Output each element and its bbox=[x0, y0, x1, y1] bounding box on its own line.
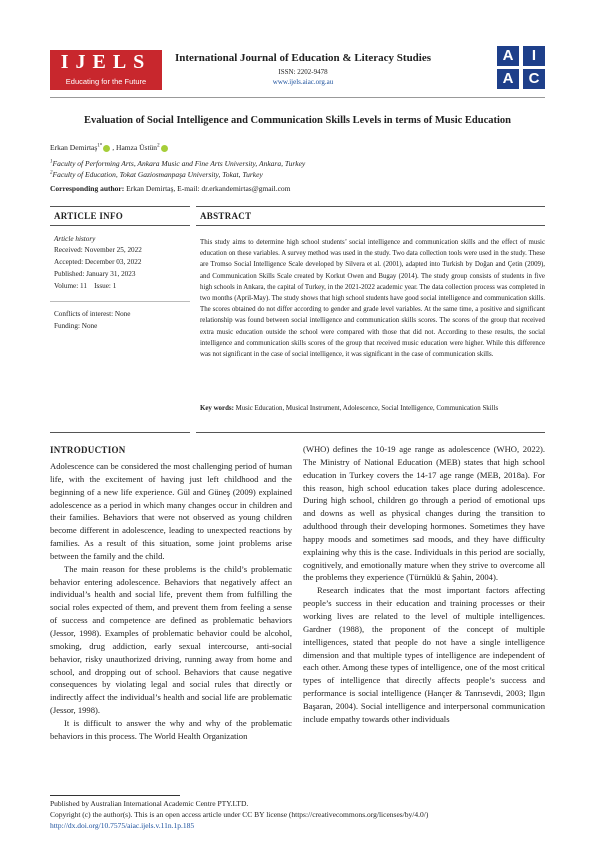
intro-paragraph-1: Adolescence can be considered the most challenging period of human life, with the excitement of having just left childhood and the beginning of a new life experience. Gül and Güneş (2009) explained adolescence as a period in which many changes occur in children and their families. Behaviors that were not observed as young children become different in adolescence, leading to unexpected reactions by families. As a result of this situation, some joint problems arise between the family and the child. bbox=[50, 461, 292, 561]
copyright-note: Copyright (c) the author(s). This is an open access article under CC BY license (https://creativecommons.org/licenses/by/4.0/) bbox=[50, 810, 429, 819]
keywords-label: Key words: bbox=[200, 405, 234, 412]
affiliation-2-sup: 2 bbox=[50, 170, 53, 176]
article-info-rule-bottom bbox=[50, 432, 190, 433]
affiliation-2 bbox=[50, 170, 263, 179]
abstract-rule-mid bbox=[196, 225, 545, 226]
author-2-sup: 2 bbox=[157, 143, 160, 149]
affiliation-2-text: Faculty of Education, Tokat Gaziosmanpaşa University, Tokat, Turkey bbox=[52, 170, 263, 179]
intro-paragraph-4: (WHO) defines the 10-19 age range as adolescence (WHO, 2022). The Ministry of National Education (MEB) states that high school education in Turkey covers the 14-17 age range (MEB, 2018a). For this reason, high school education takes place during adolescence. During high school, children go through a period of emotional ups and downs as well as physical changes during the transition to adulthood through their developing hormones. Sometimes they have happy moods and sometimes sad moods, and they have difficulty explaining why this is the case. Individuals in this period are socially, cognitively, and emotionally mature when they strive to overcome all the problems they experience (Türnüklü & Şahin, 2004). bbox=[303, 444, 545, 583]
abstract-heading: ABSTRACT bbox=[200, 211, 252, 221]
logo-cell-i: I bbox=[523, 46, 545, 66]
affiliation-1 bbox=[50, 159, 305, 168]
volume-issue: Volume: 11 Issue: 1 bbox=[54, 282, 117, 290]
orcid-icon[interactable] bbox=[103, 145, 110, 152]
body-column-left bbox=[50, 460, 292, 743]
body-column-right bbox=[303, 443, 545, 726]
abstract-text: This study aims to determine high school students’ social intelligence and communication skills and the effect of music education on these variables. A survey method was used in the study. Two data collection tools were used in the study. These are Tromso Social Intelligence Scale developed by Silvera et al. (2001), adapted into Turkish by Doğan and Çetin (2009), and Communication Skills Scale created by Korkut Owen and Bugay (2014). The study group consists of students in five high schools in Ankara, the capital of Turkey, in the 2021-2022 academic year. The data collection process was completed in two months (April-May). The study shows that high school students have good social intelligence and communication skills. The scores obtained do not differ according to gender and grade level variables. At the same time, a positive and significant relationship was found between social intelligence and communication skills scores. The scores of the group that received extra music education outside the school were compared with those that did not. According to these results, the social intelligence and communication skills scores of the group that received music education were higher. While this difference was not significant in the case of social intelligence, it was significant in the case of communication skills. bbox=[200, 239, 545, 359]
corresponding-label: Corresponding author: bbox=[50, 184, 125, 193]
affiliation-1-sup: 1 bbox=[50, 159, 53, 165]
keywords-text: Music Education, Musical Instrument, Adolescence, Social Intelligence, Communication Skills bbox=[233, 405, 499, 412]
corresponding-author bbox=[50, 184, 290, 193]
affiliation-1-text: Faculty of Performing Arts, Ankara Music and Fine Arts University, Ankara, Turkey bbox=[52, 159, 306, 168]
intro-paragraph-5: Research indicates that the most important factors affecting people’s success in their education and training processes or their working lives are related to the level of multiple intelligences. Gardner (1988), the proponent of the concept of multiple intelligences, stated that people do not have a single intelligence dimension and that multiple types of intelligence are independent of each other. Among these types of intelligence, one of the most critical types of intelligence that directly affects people’s success and performance is social intelligence (Hançer & Tanrısevdi, 2003; Ilgın Başaran, 2004). Social intelligence and interpersonal communication include empathy towards other individuals bbox=[303, 585, 545, 724]
published-date: Published: January 31, 2023 bbox=[54, 270, 136, 278]
logo-cell-c: C bbox=[523, 69, 545, 89]
orcid-icon[interactable] bbox=[161, 145, 168, 152]
funding: Funding: None bbox=[54, 322, 98, 330]
article-history-label: Article history bbox=[54, 235, 96, 243]
footer-rule bbox=[50, 795, 180, 796]
paper-title: Evaluation of Social Intelligence and Communication Skills Levels in terms of Music Education bbox=[83, 115, 512, 126]
author-1-sup: 1* bbox=[97, 143, 103, 149]
publisher-note: Published by Australian International Academic Centre PTY.LTD. bbox=[50, 799, 249, 808]
article-info-heading: ARTICLE INFO bbox=[54, 211, 124, 221]
author-1: Erkan Demirtaş bbox=[50, 143, 98, 152]
intro-paragraph-2: The main reason for these problems is the child’s problematic behavior entering adolescence. Behaviors that negatively affect an individual’s health and social life, prevent them from fulfilling the social roles expected of them, and prevent them from feeling a sense of success and competence are defined as problematic behaviors (Jessor, 1998). Examples of problematic behavior could be alcohol, smoking, drug addiction, early sexual intercourse, anti-social behavior, risky unauthorized driving, running away from home and school, and dropping out of school. Behaviors that cause negative consequences by violating legal and social rules that directly or indirectly affect the individual’s health and social life are problematic (Jessor, 1998). bbox=[50, 563, 292, 716]
journal-url[interactable]: www.ijels.aiac.org.au bbox=[272, 78, 334, 86]
publisher-logo-right bbox=[497, 46, 545, 90]
intro-paragraph-3: It is difficult to answer the why and why of the problematic behaviors in this process. The World Health Organization bbox=[50, 717, 292, 741]
doi-link[interactable]: http://dx.doi.org/10.7575/aiac.ijels.v.11n.1p.185 bbox=[50, 821, 195, 830]
received-date: Received: November 25, 2022 bbox=[54, 246, 142, 254]
logo-cell-a2: A bbox=[497, 69, 519, 89]
corresponding-text: Erkan Demirtaş, E-mail: dr.erkandemirtas@gmail.com bbox=[124, 184, 291, 193]
logo-left-text: IJELS bbox=[60, 51, 152, 73]
journal-title: International Journal of Education & Literacy Studies bbox=[174, 52, 432, 64]
keywords bbox=[200, 403, 545, 414]
author-2: Hamza Üstün bbox=[116, 143, 158, 152]
header-rule bbox=[50, 97, 545, 98]
abstract-rule-bottom bbox=[196, 432, 545, 433]
issn: ISSN: 2202-9478 bbox=[278, 68, 328, 76]
authors bbox=[50, 143, 170, 152]
introduction-heading: INTRODUCTION bbox=[50, 445, 126, 455]
article-info-rule-mid bbox=[50, 225, 190, 226]
conflicts-of-interest: Conflicts of interest: None bbox=[54, 310, 131, 318]
article-info-rule-top bbox=[50, 206, 190, 207]
article-info-rule-sep bbox=[50, 301, 190, 302]
logo-cell-a1: A bbox=[497, 46, 519, 66]
author-sep: , bbox=[112, 143, 117, 152]
accepted-date: Accepted: December 03, 2022 bbox=[54, 258, 142, 266]
journal-logo-left bbox=[50, 50, 162, 90]
logo-left-tagline: Educating for the Future bbox=[65, 77, 147, 86]
abstract-rule-top bbox=[196, 206, 545, 207]
